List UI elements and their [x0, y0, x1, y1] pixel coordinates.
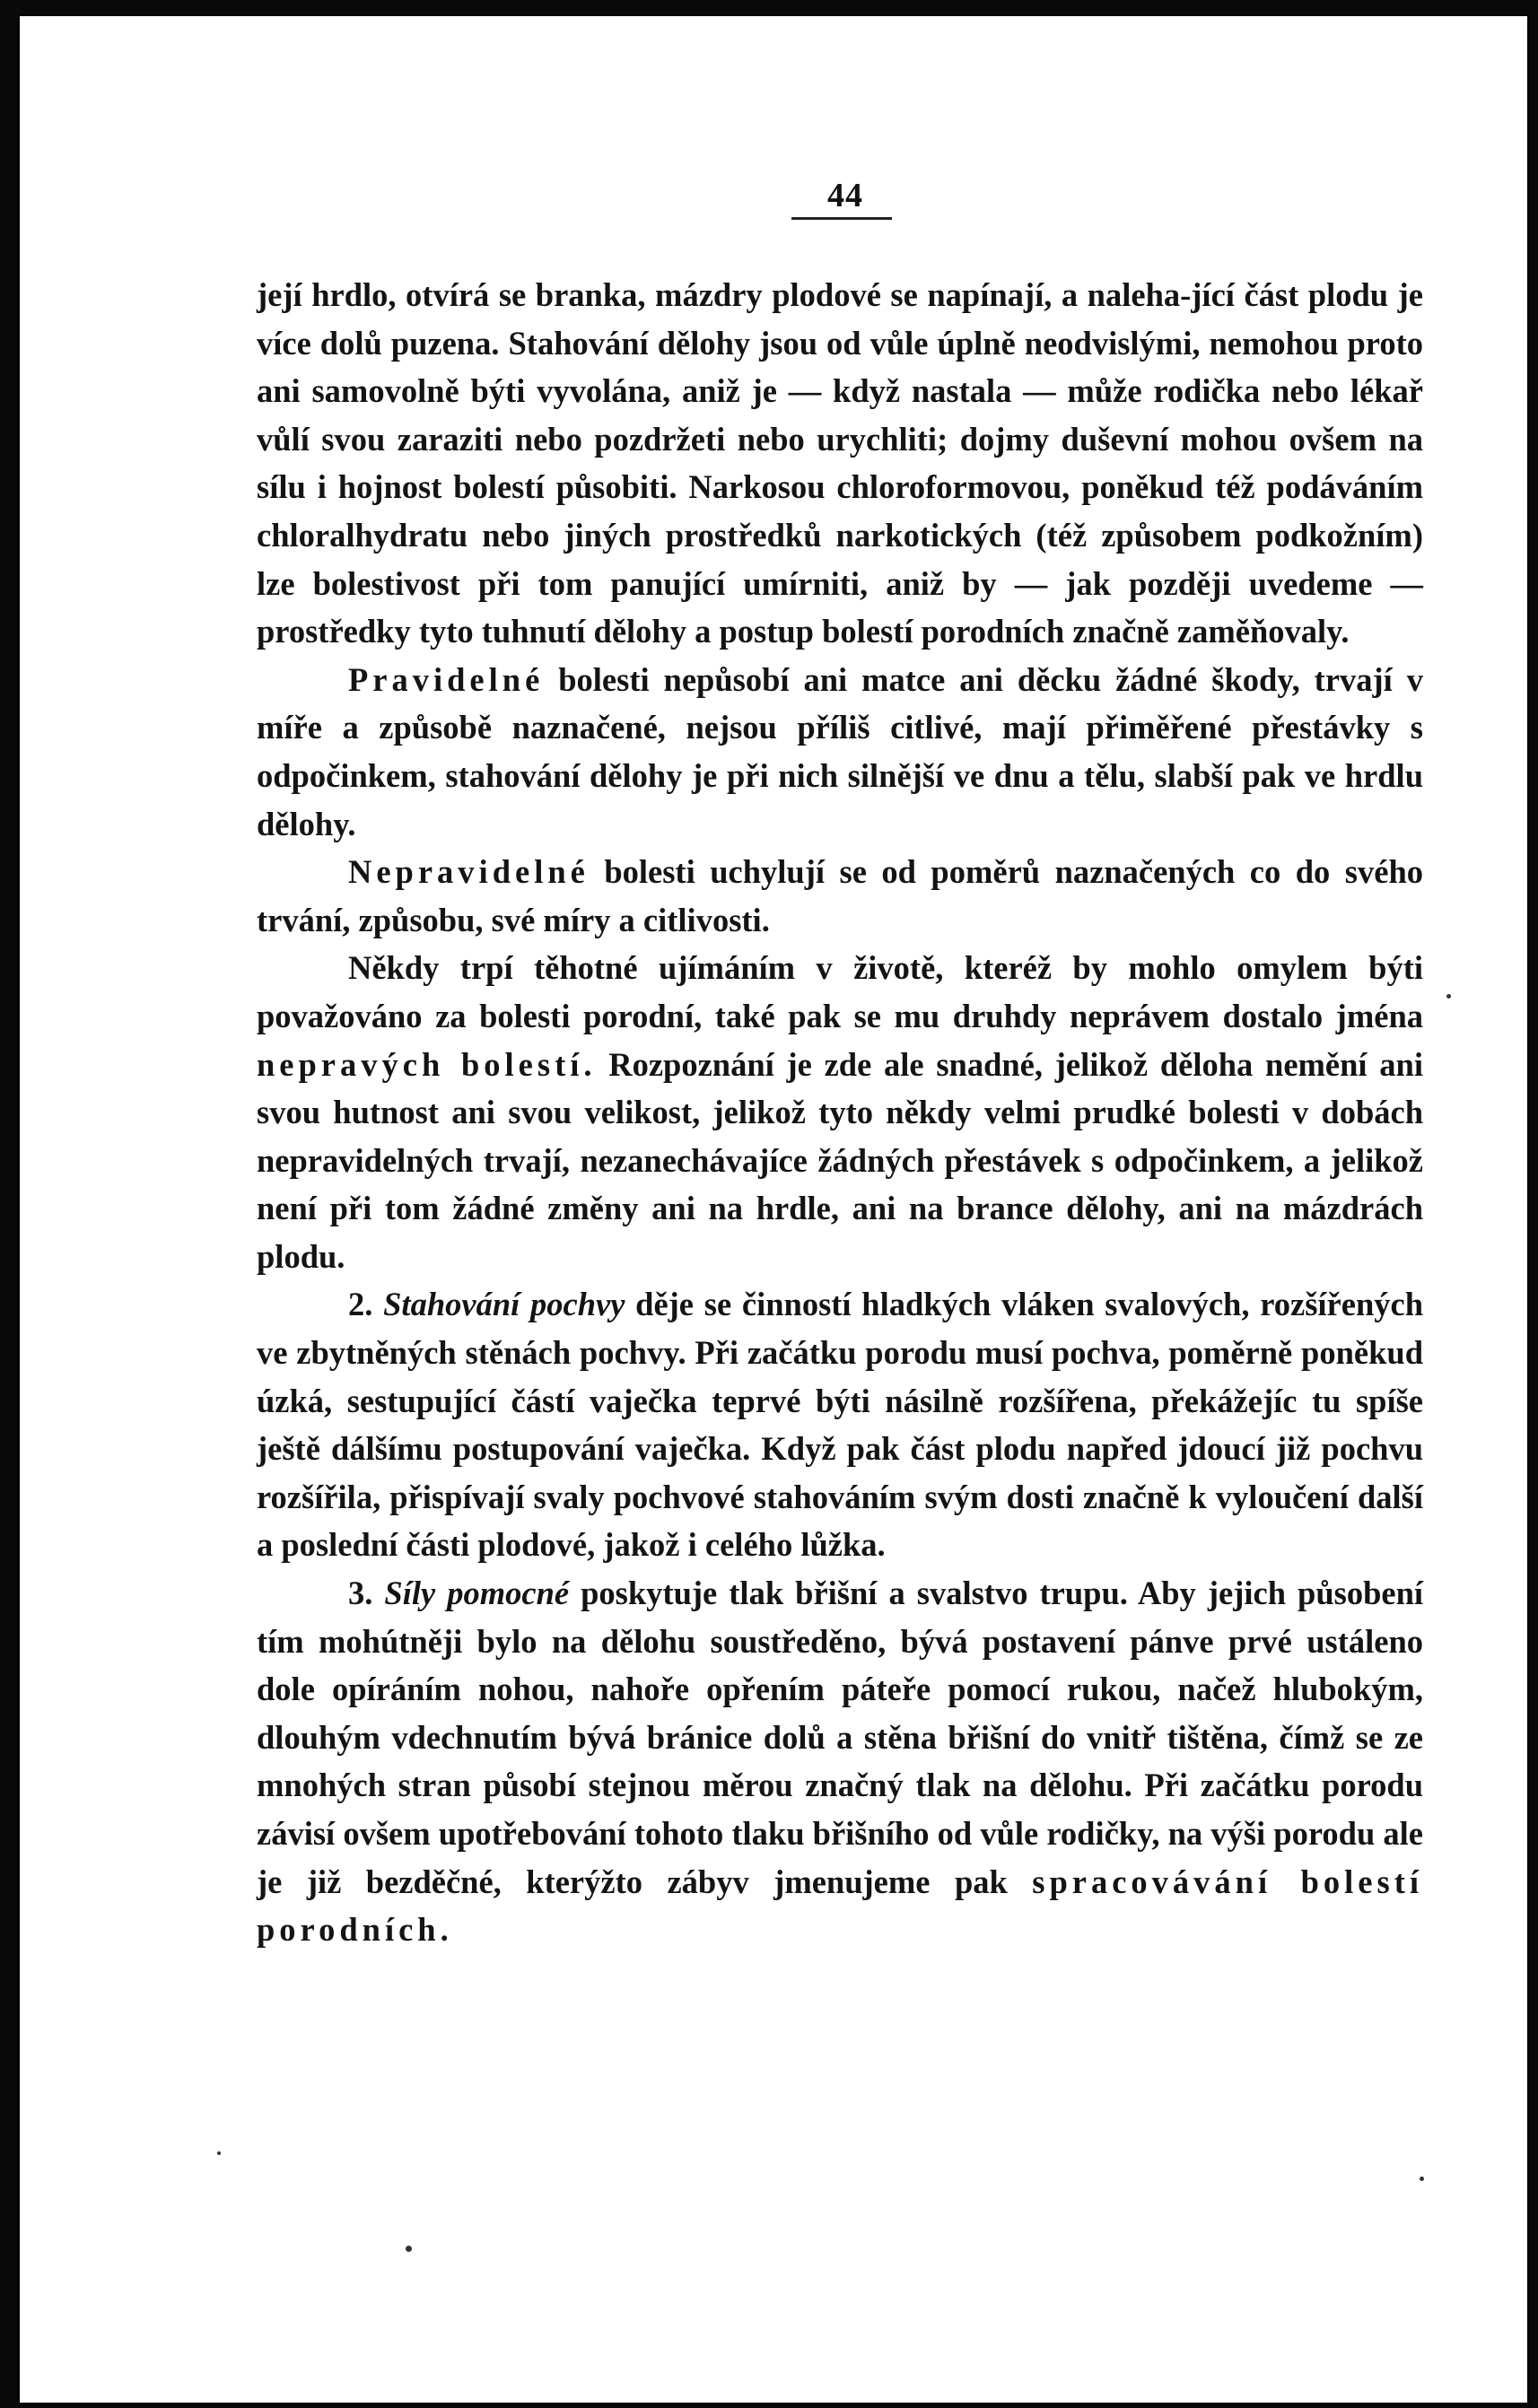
paragraph-3-text: bolesti uchylují se od poměrů naznačených co do svého trvání, způsobu, své míry a citlivosti.	[257, 853, 1423, 938]
paragraph-1-text: její hrdlo, otvírá se branka, mázdry plodové se napínají, a naleha-jící část plodu je více dolů puzena. Stahování dělohy jsou od vůle úplně neodvislými, nemohou proto ani samovolně býti vyvolána, aniž je — když nastala — může rodička nebo lékař vůlí svou zaraziti nebo pozdržeti nebo urychliti; dojmy duševní mohou ovšem na sílu i hojnost bolestí působiti. Narkosou chloroformovou, poněkud též podáváním chloralhydratu nebo jiných prostředků narkotických (též způsobem podkožním) lze bolestivost při tom panující umírniti, aniž by — jak později uvedeme — prostředky tyto tuhnutí dělohy a postup bolestí porodních značně zaměňovaly.	[257, 276, 1423, 650]
paragraph-3	[257, 848, 1423, 944]
paragraph-3-spaced-term: Nepravidelné	[348, 853, 590, 891]
paragraph-6-spaced-term: spracovávání bolestí porodních.	[257, 1863, 1423, 1949]
paragraph-5-text: děje se činností hladkých vláken svalových, rozšířených ve zbytněných stěnách pochvy. Při začátku porodu musí pochva, poměrně poněkud úzká, sestupující částí vaječka teprvé býti násilně rozšířena, překážejíc tu spíše ještě dálšímu postupování vaječka. Když pak část plodu napřed jdoucí již pochvu rozšířila, přispívají svaly pochvové stahováním svým dosti značně k vyloučení další a poslední části plodové, jakož i celého lůžka.	[257, 1286, 1423, 1564]
paragraph-5-number: 2.	[348, 1286, 373, 1323]
paragraph-4-text-a: Někdy trpí těhotné ujímáním v životě, kteréž by mohlo omylem býti považováno za bolesti porodní, také pak se mu druhdy neprávem dostalo jména	[257, 949, 1423, 1034]
paragraph-5-italic-term: Stahování pochvy	[383, 1286, 625, 1323]
print-speck	[406, 2246, 412, 2252]
print-speck	[1446, 994, 1451, 999]
paragraph-6-text-a: poskytuje tlak břišní a svalstvo trupu. Aby jejich působení tím mohútněji bylo na dělohu soustředěno, bývá postavení pánve prvé ustáleno dole opíráním nohou, nahoře opřením páteře pomocí rukou, načež hlubokým, dlouhým vdechnutím bývá bránice dolů a stěna břišní do vnitř tištěna, čímž se ze mnohých stran působí stejnou měrou značný tlak na dělohu. Při začátku porodu závisí ovšem upotřebování tohoto tlaku břišního od vůle rodičky, na výši porodu ale je již bezděčné, kterýžto zábyv jmenujeme pak	[257, 1575, 1424, 1900]
body-text	[257, 271, 1423, 1954]
paragraph-2-spaced-term: Pravidelné	[348, 660, 545, 698]
book-page	[20, 16, 1527, 2403]
print-speck	[217, 2151, 221, 2155]
paragraph-6-number: 3.	[348, 1575, 373, 1612]
paragraph-6-italic-term: Síly pomocné	[384, 1575, 570, 1612]
paragraph-2-text: bolesti nepůsobí ani matce ani děcku žádné škody, trvají v míře a způsobě naznačené, nejsou příliš citlivé, mají přiměřené přestávky s odpočinkem, stahování dělohy je při nich silnější ve dnu a tělu, slabší pak ve hrdlu dělohy.	[257, 660, 1423, 842]
paragraph-4	[257, 944, 1423, 1280]
paragraph-1	[257, 271, 1423, 656]
paragraph-5	[257, 1280, 1423, 1569]
paragraph-4-spaced-term: nepravých bolestí.	[257, 1045, 597, 1083]
page-number-underline	[791, 217, 892, 220]
page-number: 44	[827, 177, 863, 214]
paragraph-4-text-b: Rozpoznání je zde ale snadné, jelikož děloha nemění ani svou hutnost ani svou velikost, jelikož tyto někdy velmi prudké bolesti v dobách nepravidelných trvají, nezanechávajíce žádných přestávek s odpočinkem, a jelikož není při tom žádné změny ani na hrdle, ani na brance dělohy, ani na mázdrách plodu.	[257, 1045, 1423, 1275]
paragraph-6	[257, 1569, 1423, 1954]
paragraph-2	[257, 656, 1423, 848]
page-number-container	[791, 176, 899, 215]
print-speck	[1420, 2177, 1424, 2181]
